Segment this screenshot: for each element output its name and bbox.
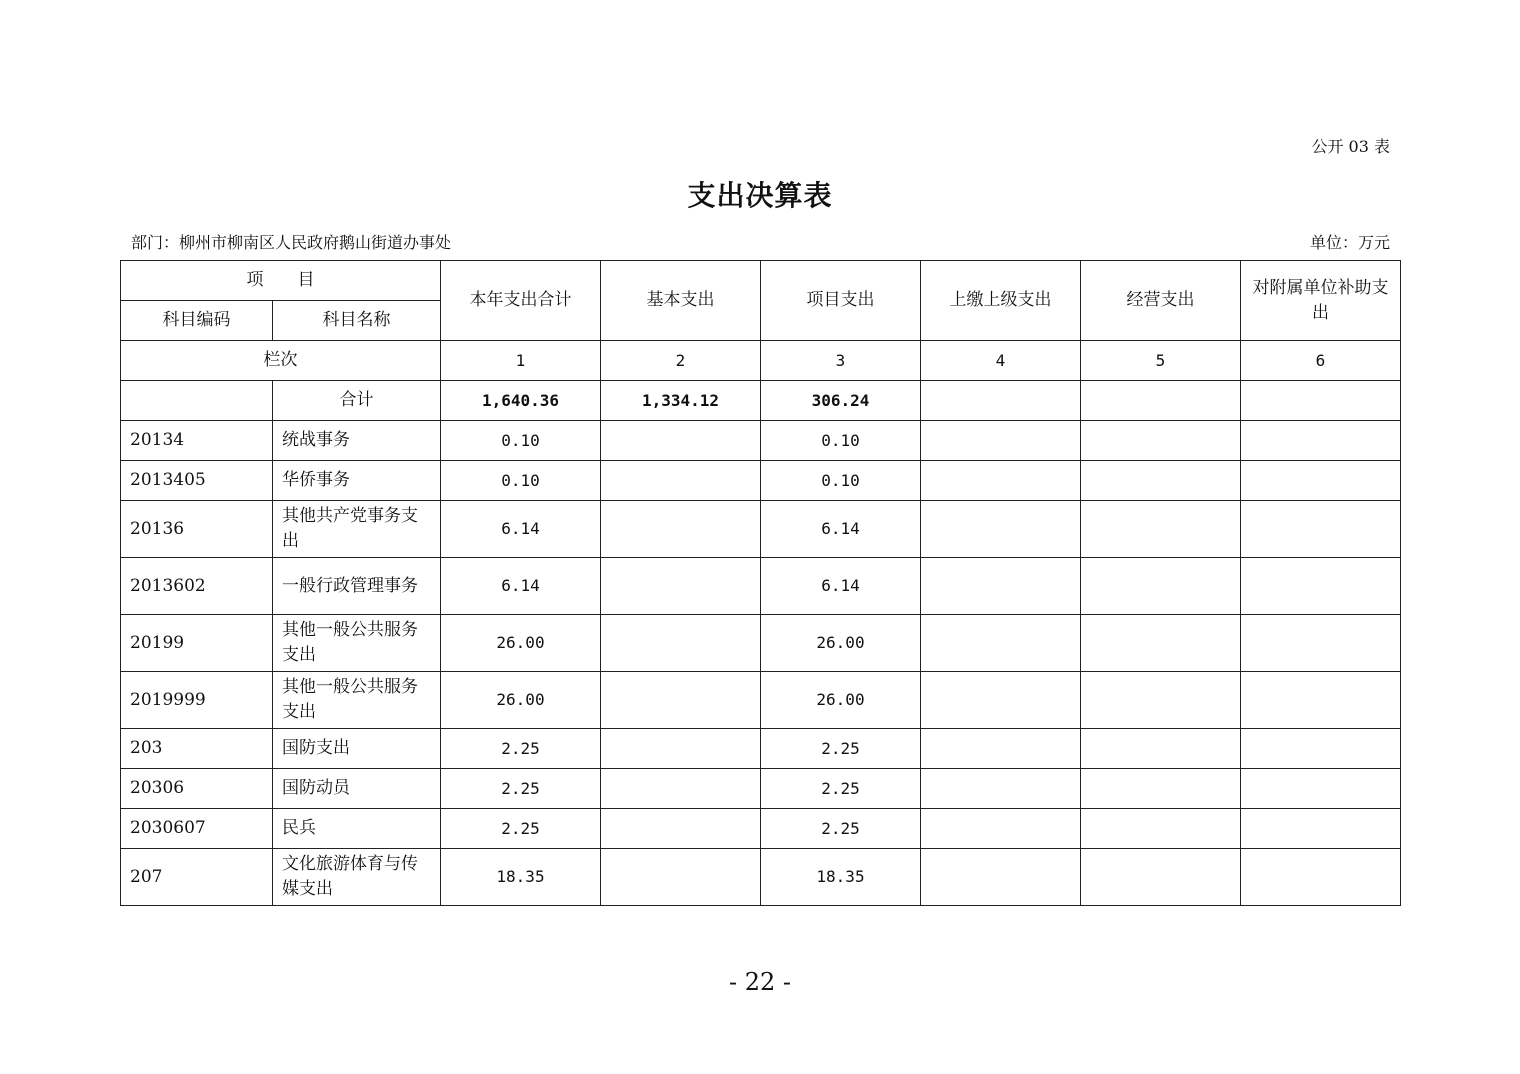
expenditure-table [120,260,1401,906]
row-subsidy [1241,809,1401,849]
page-number: - 22 - [728,968,791,996]
row-name: 其他一般公共服务支出 [273,615,441,672]
row-subsidy [1241,769,1401,809]
page-title: 支出决算表 [687,179,833,212]
row-operating [1081,672,1241,729]
row-total: 6.14 [441,501,601,558]
row-name: 华侨事务 [273,461,441,501]
row-code: 2013602 [121,558,273,615]
row-operating [1081,558,1241,615]
table-row [121,461,1401,501]
row-basic [601,421,761,461]
column-index: 6 [1241,341,1401,381]
header-total: 本年支出合计 [441,261,601,341]
row-superior [921,558,1081,615]
row-operating [1081,421,1241,461]
row-code: 203 [121,729,273,769]
table-row [121,558,1401,615]
total-project: 306.24 [761,381,921,421]
row-superior [921,421,1081,461]
row-subsidy [1241,849,1401,906]
row-code: 207 [121,849,273,906]
header-project: 项 目 [121,261,441,301]
row-superior [921,461,1081,501]
header-superior: 上缴上级支出 [921,261,1081,341]
total-subsidy [1241,381,1401,421]
row-basic [601,558,761,615]
row-superior [921,615,1081,672]
row-total: 6.14 [441,558,601,615]
row-basic [601,461,761,501]
row-total: 26.00 [441,615,601,672]
row-subsidy [1241,615,1401,672]
row-total: 0.10 [441,461,601,501]
row-name: 统战事务 [273,421,441,461]
total-row [121,381,1401,421]
row-subsidy [1241,421,1401,461]
row-basic [601,769,761,809]
row-superior [921,672,1081,729]
row-subsidy [1241,729,1401,769]
total-basic: 1,334.12 [601,381,761,421]
row-operating [1081,809,1241,849]
row-name: 民兵 [273,809,441,849]
row-operating [1081,729,1241,769]
row-basic [601,501,761,558]
column-index-label: 栏次 [121,341,441,381]
row-project: 0.10 [761,421,921,461]
row-operating [1081,849,1241,906]
row-total: 18.35 [441,849,601,906]
row-project: 2.25 [761,809,921,849]
row-project: 2.25 [761,769,921,809]
row-code: 20199 [121,615,273,672]
row-project: 26.00 [761,672,921,729]
row-total: 2.25 [441,729,601,769]
column-index: 1 [441,341,601,381]
row-project: 6.14 [761,558,921,615]
row-operating [1081,461,1241,501]
row-name: 文化旅游体育与传媒支出 [273,849,441,906]
table-row [121,769,1401,809]
row-basic [601,672,761,729]
column-index-row [121,341,1401,381]
row-subsidy [1241,501,1401,558]
row-code: 2030607 [121,809,273,849]
row-code: 20134 [121,421,273,461]
row-name: 一般行政管理事务 [273,558,441,615]
row-total: 0.10 [441,421,601,461]
table-row [121,501,1401,558]
header-name: 科目名称 [273,301,441,341]
row-total: 2.25 [441,769,601,809]
row-superior [921,809,1081,849]
row-operating [1081,501,1241,558]
column-index: 2 [601,341,761,381]
total-code-cell [121,381,273,421]
row-superior [921,501,1081,558]
table-row [121,849,1401,906]
row-total: 26.00 [441,672,601,729]
row-code: 2013405 [121,461,273,501]
total-value: 1,640.36 [441,381,601,421]
table-row [121,729,1401,769]
table-number: 公开 03 表 [1311,137,1390,156]
total-label: 合计 [273,381,441,421]
row-code: 20306 [121,769,273,809]
row-superior [921,849,1081,906]
unit-label: 单位：万元 [1309,233,1390,252]
header-row-1 [121,261,1401,301]
row-name: 其他共产党事务支出 [273,501,441,558]
total-operating [1081,381,1241,421]
row-name: 国防支出 [273,729,441,769]
header-subsidy: 对附属单位补助支出 [1241,261,1401,341]
table-row [121,809,1401,849]
row-subsidy [1241,558,1401,615]
department-label: 部门：柳州市柳南区人民政府鹅山街道办事处 [131,233,452,252]
row-basic [601,849,761,906]
table-row [121,421,1401,461]
column-index: 5 [1081,341,1241,381]
header-code: 科目编码 [121,301,273,341]
table-row [121,615,1401,672]
row-code: 2019999 [121,672,273,729]
row-subsidy [1241,672,1401,729]
table-row [121,672,1401,729]
total-superior [921,381,1081,421]
column-index: 4 [921,341,1081,381]
row-project: 18.35 [761,849,921,906]
row-subsidy [1241,461,1401,501]
header-project-expenditure: 项目支出 [761,261,921,341]
header-basic: 基本支出 [601,261,761,341]
row-operating [1081,769,1241,809]
row-basic [601,729,761,769]
row-superior [921,769,1081,809]
row-project: 0.10 [761,461,921,501]
row-project: 6.14 [761,501,921,558]
row-name: 国防动员 [273,769,441,809]
row-operating [1081,615,1241,672]
row-code: 20136 [121,501,273,558]
header-operating: 经营支出 [1081,261,1241,341]
column-index: 3 [761,341,921,381]
row-name: 其他一般公共服务支出 [273,672,441,729]
row-basic [601,809,761,849]
row-total: 2.25 [441,809,601,849]
row-superior [921,729,1081,769]
row-project: 26.00 [761,615,921,672]
row-project: 2.25 [761,729,921,769]
row-basic [601,615,761,672]
